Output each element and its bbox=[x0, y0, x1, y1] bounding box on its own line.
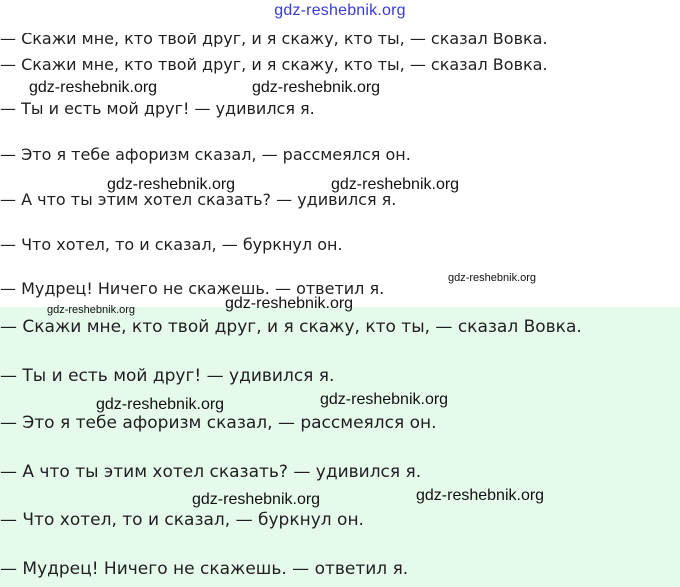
original-line-4: — А что ты этим хотел сказать? — удивился я. bbox=[0, 190, 397, 209]
cut-off-line bbox=[0, 33, 548, 47]
answer-line-3: — Это я тебе афоризм сказал, — рассмеялся он. bbox=[0, 413, 437, 433]
original-line-6: — Мудрец! Ничего не скажешь. — ответил я. bbox=[0, 279, 385, 298]
answer-line-5: — Что хотел, то и сказал, — буркнул он. bbox=[0, 510, 364, 530]
watermark: gdz-reshebnik.org bbox=[331, 176, 460, 193]
watermark: gdz-reshebnik.org bbox=[320, 391, 449, 408]
answer-line-1: — Скажи мне, кто твой друг, и я скажу, кто ты, — сказал Вовка. bbox=[0, 317, 582, 337]
answer-panel bbox=[0, 307, 680, 587]
answer-line-6: — Мудрец! Ничего не скажешь. — ответил я. bbox=[0, 559, 409, 579]
watermark: gdz-reshebnik.org bbox=[96, 396, 225, 413]
watermark: gdz-reshebnik.org bbox=[107, 176, 236, 193]
original-line-5: — Что хотел, то и сказал, — буркнул он. bbox=[0, 235, 343, 254]
cut-off-line-text: — Скажи мне, кто твой друг, и я скажу, кто ты, — сказал Вовка. bbox=[0, 33, 548, 47]
watermark: gdz-reshebnik.org bbox=[252, 79, 381, 96]
original-line-2: — Ты и есть мой друг! — удивился я. bbox=[0, 99, 315, 118]
watermark: gdz-reshebnik.org bbox=[29, 79, 158, 96]
original-line-1: — Скажи мне, кто твой друг, и я скажу, кто ты, — сказал Вовка. bbox=[0, 55, 548, 74]
watermark: gdz-reshebnik.org bbox=[225, 295, 354, 312]
watermark: gdz-reshebnik.org bbox=[192, 491, 321, 508]
header-watermark: gdz-reshebnik.org bbox=[274, 2, 406, 19]
answer-line-4: — А что ты этим хотел сказать? — удивился я. bbox=[0, 462, 422, 482]
watermark: gdz-reshebnik.org bbox=[416, 487, 545, 504]
answer-line-2: — Ты и есть мой друг! — удивился я. bbox=[0, 366, 335, 386]
watermark: gdz-reshebnik.org bbox=[448, 272, 537, 284]
watermark: gdz-reshebnik.org bbox=[47, 304, 136, 316]
original-line-3: — Это я тебе афоризм сказал, — рассмеялся он. bbox=[0, 145, 411, 164]
